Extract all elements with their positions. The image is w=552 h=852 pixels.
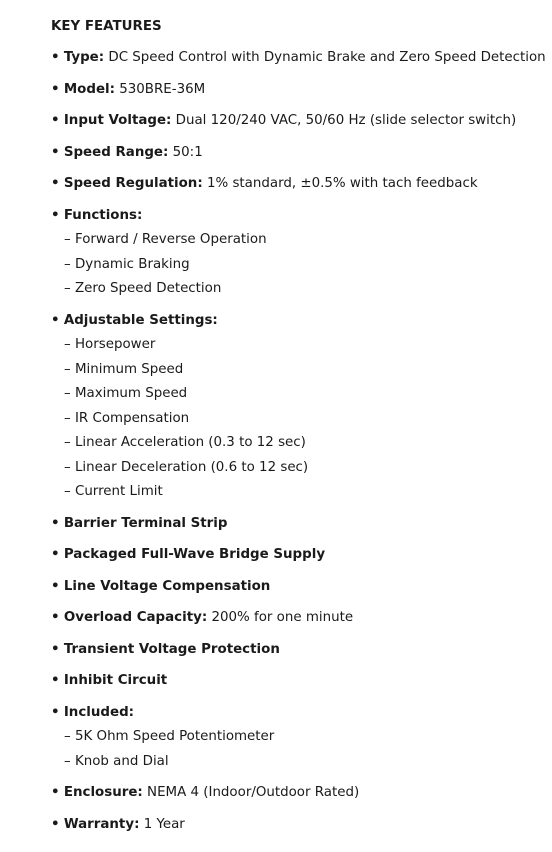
feature-label: Model: — [63, 82, 115, 97]
bullet: • — [51, 673, 60, 688]
feature-input-voltage — [51, 112, 516, 130]
bullet: • — [51, 610, 60, 625]
feature-label: Adjustable Settings: — [63, 313, 218, 328]
sub-item — [64, 753, 169, 771]
feature-value: 200% for one minute — [211, 610, 354, 625]
feature-label: Warranty: — [63, 817, 140, 832]
bullet: • — [51, 313, 60, 328]
bullet: • — [51, 113, 60, 128]
sub-item — [64, 728, 274, 746]
sub-item-label: Maximum Speed — [74, 386, 188, 401]
dash: – — [64, 281, 71, 296]
feature-speed-range — [51, 144, 203, 162]
bullet: • — [51, 642, 60, 657]
feature-transient-protection — [51, 641, 280, 659]
dash: – — [64, 337, 71, 352]
feature-label: Included: — [63, 705, 135, 720]
feature-adjustable-settings — [51, 312, 218, 330]
dash: – — [64, 386, 71, 401]
sub-item-label: Linear Acceleration (0.3 to 12 sec) — [74, 435, 306, 450]
sub-item-label: IR Compensation — [74, 411, 190, 426]
bullet: • — [51, 579, 60, 594]
sub-item — [64, 336, 155, 354]
feature-model — [51, 81, 205, 99]
dash: – — [64, 411, 71, 426]
dash: – — [64, 484, 71, 499]
bullet: • — [51, 547, 60, 562]
feature-label: Packaged Full-Wave Bridge Supply — [63, 547, 326, 562]
feature-included — [51, 704, 134, 722]
sub-item — [64, 434, 306, 452]
feature-value: Dual 120/240 VAC, 50/60 Hz (slide selector switch) — [175, 113, 517, 128]
dash: – — [64, 460, 71, 475]
bullet: • — [51, 516, 60, 531]
sub-item — [64, 231, 267, 249]
feature-label: Type: — [63, 50, 105, 65]
sub-item — [64, 280, 221, 298]
bullet: • — [51, 208, 60, 223]
feature-value: 530BRE-36M — [119, 82, 206, 97]
feature-enclosure — [51, 784, 359, 802]
feature-functions — [51, 207, 142, 225]
feature-value: 1 Year — [143, 817, 185, 832]
sub-item-label: Zero Speed Detection — [74, 281, 222, 296]
feature-label: Barrier Terminal Strip — [63, 516, 228, 531]
feature-label: Enclosure: — [63, 785, 143, 800]
sub-item-label: Horsepower — [74, 337, 156, 352]
feature-type — [51, 49, 546, 67]
feature-label: Line Voltage Compensation — [63, 579, 271, 594]
feature-packaged-supply — [51, 546, 325, 564]
sub-item — [64, 483, 163, 501]
sub-item — [64, 410, 189, 428]
feature-line-voltage-compensation — [51, 578, 270, 596]
feature-label: Input Voltage: — [63, 113, 172, 128]
sub-item — [64, 385, 187, 403]
feature-value: NEMA 4 (Indoor/Outdoor Rated) — [147, 785, 360, 800]
feature-label: Transient Voltage Protection — [63, 642, 280, 657]
bullet: • — [51, 817, 60, 832]
feature-value: 1% standard, ±0.5% with tach feedback — [206, 176, 478, 191]
sub-item — [64, 459, 308, 477]
dash: – — [64, 729, 71, 744]
sub-item — [64, 361, 183, 379]
sub-item-label: Forward / Reverse Operation — [74, 232, 267, 247]
feature-value: DC Speed Control with Dynamic Brake and Zero Speed Detection — [108, 50, 546, 65]
sub-item-label: Linear Deceleration (0.6 to 12 sec) — [74, 460, 309, 475]
feature-label: Functions: — [63, 208, 143, 223]
feature-overload-capacity — [51, 609, 353, 627]
bullet: • — [51, 176, 60, 191]
sub-item — [64, 256, 190, 274]
feature-warranty — [51, 816, 185, 834]
dash: – — [64, 232, 71, 247]
sub-item-label: Minimum Speed — [74, 362, 184, 377]
bullet: • — [51, 785, 60, 800]
feature-label: Overload Capacity: — [63, 610, 208, 625]
feature-label: Speed Range: — [63, 145, 169, 160]
dash: – — [64, 754, 71, 769]
feature-label: Speed Regulation: — [63, 176, 203, 191]
sub-item-label: 5K Ohm Speed Potentiometer — [74, 729, 275, 744]
feature-inhibit-circuit — [51, 672, 167, 690]
bullet: • — [51, 50, 60, 65]
dash: – — [64, 362, 71, 377]
bullet: • — [51, 145, 60, 160]
bullet: • — [51, 82, 60, 97]
feature-barrier-terminal-strip — [51, 515, 227, 533]
dash: – — [64, 257, 71, 272]
feature-label: Inhibit Circuit — [63, 673, 168, 688]
dash: – — [64, 435, 71, 450]
page-title: KEY FEATURES — [51, 19, 162, 34]
sub-item-label: Knob and Dial — [74, 754, 169, 769]
sub-item-label: Dynamic Braking — [74, 257, 190, 272]
feature-value: 50:1 — [172, 145, 203, 160]
feature-speed-regulation — [51, 175, 478, 193]
bullet: • — [51, 705, 60, 720]
sub-item-label: Current Limit — [74, 484, 163, 499]
